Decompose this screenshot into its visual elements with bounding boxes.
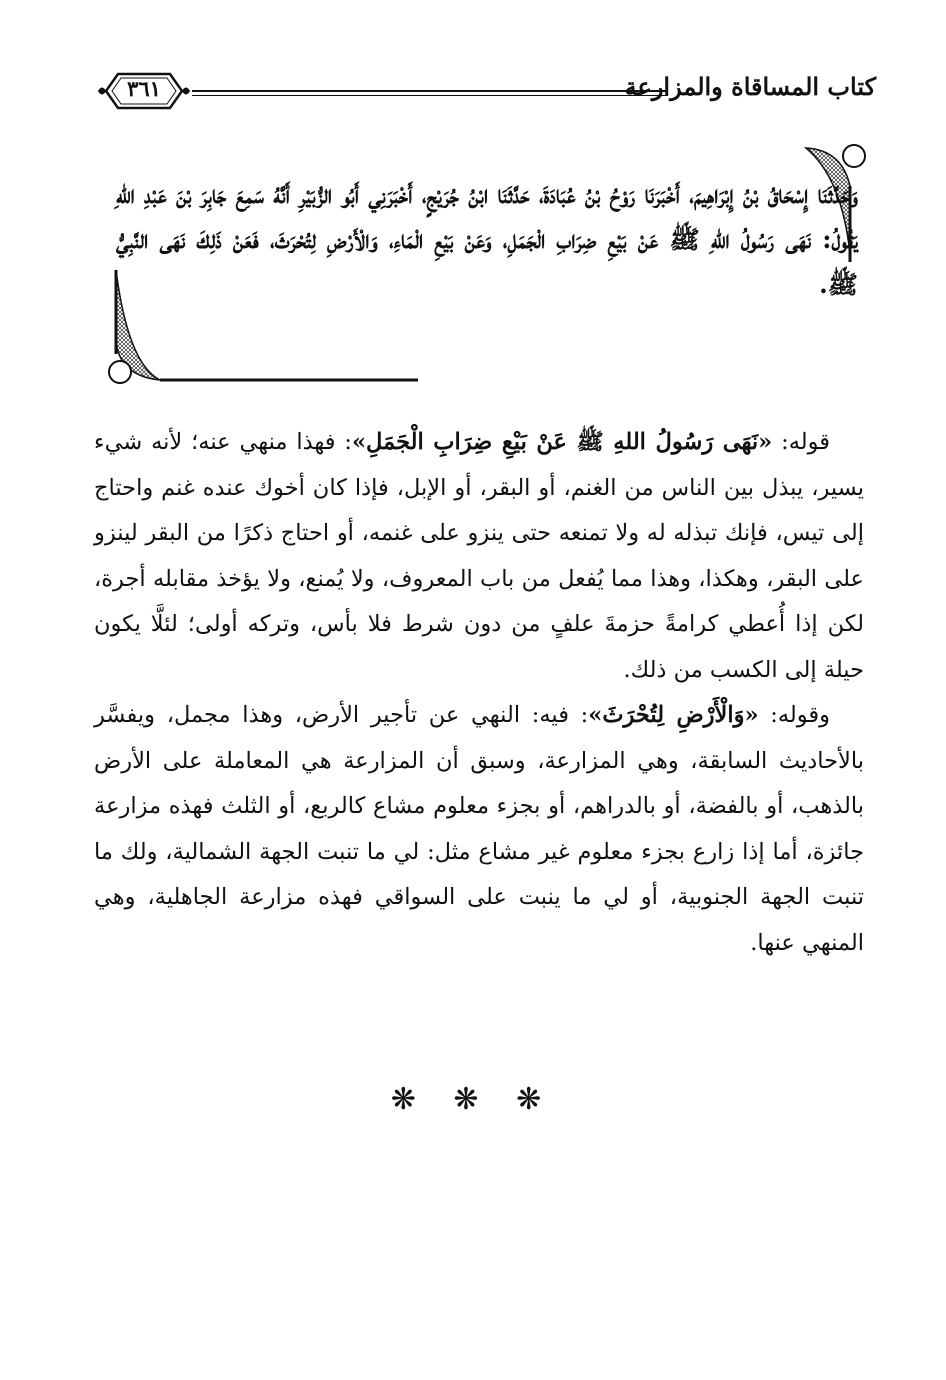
- commentary-paragraph: [94, 693, 864, 966]
- header-rule: [192, 90, 668, 96]
- hadith-quote: «نَهَى رَسُولُ اللهِ ﷺ عَنْ بَيْعِ ضِرَابِ الْجَمَلِ»: [351, 429, 773, 455]
- book-title: كتاب المساقاة والمزارعة: [624, 72, 876, 101]
- page-number: ٣٦١: [127, 76, 161, 101]
- commentary: [94, 420, 864, 966]
- page-header: [96, 62, 876, 118]
- section-divider: ❋ ❋ ❋: [390, 1082, 556, 1117]
- paragraph-body: : فيه: النهي عن تأجير الأرض، وهذا مجمل، ويفسَّر بالأحاديث السابقة، وهي المزارعة، وسبق أن المزارعة هي المعاملة على الأرض بالذهب، أو بالفضة، أو بالدراهم، أو بجزء معلوم مشاع كالربع، أو الثلث فهذه مزارعة جائزة، أما إذا زارع بجزء معلوم غير مشاع مثل: لي ما تنبت الجهة الشمالية، ولك ما تنبت الجهة الجنوبية، أو لي ما ينبت على السواقي فهذه مزارعة الجاهلية، وهي المنهي عنها.: [94, 702, 864, 956]
- hadith-quote: «وَالْأَرْضِ لِتُحْرَثَ»: [588, 702, 759, 728]
- paragraph-body: : فهذا منهي عنه؛ لأنه شيء يسير، يبذل بين الناس من الغنم، أو البقر، أو الإبل، فإذا كان أخوك عنده غنم واحتاج إلى تيس، فإنك تبذله له ولا تمنعه حتى ينزو على غنمه، أو احتاج ذكرًا من البقر لينزو على البقر، وهكذا، وهذا مما يُفعل من باب المعروف، ولا يُمنع، ولا يؤخذ مقابله أجرة، لكن إذا أُعطي كرامةً حزمةَ علفٍ من دون شرط فلا بأس، وتركه أولى؛ لئلَّا يكون حيلة إلى الكسب من ذلك.: [94, 429, 864, 683]
- paragraph-intro: وقوله:: [758, 702, 830, 728]
- paragraph-intro: قوله:: [772, 429, 830, 455]
- hadith-text: وَحَدَّثَنَا إِسْحَاقُ بْنُ إِبْرَاهِيمَ، أَخْبَرَنَا رَوْحُ بْنُ عُبَادَةَ، حَدَّثَنَا ابْنُ جُرَيْجٍ، أَخْبَرَنِي أَبُو الزُّبَيْرِ أَنَّهُ سَمِعَ جَابِرَ بْنَ عَبْدِ اللهِ يَقُولُ: نَهَى رَسُولُ اللهِ ﷺ عَنْ بَيْعِ ضِرَابِ الْجَمَلِ، وَعَنْ بَيْعِ الْمَاءِ، وَالْأَرْضِ لِتُحْرَثَ، فَعَنْ ذَلِكَ نَهَى النَّبِيُّ ﷺ.: [116, 180, 858, 299]
- commentary-paragraph: [94, 420, 864, 693]
- page-number-badge: [96, 68, 192, 114]
